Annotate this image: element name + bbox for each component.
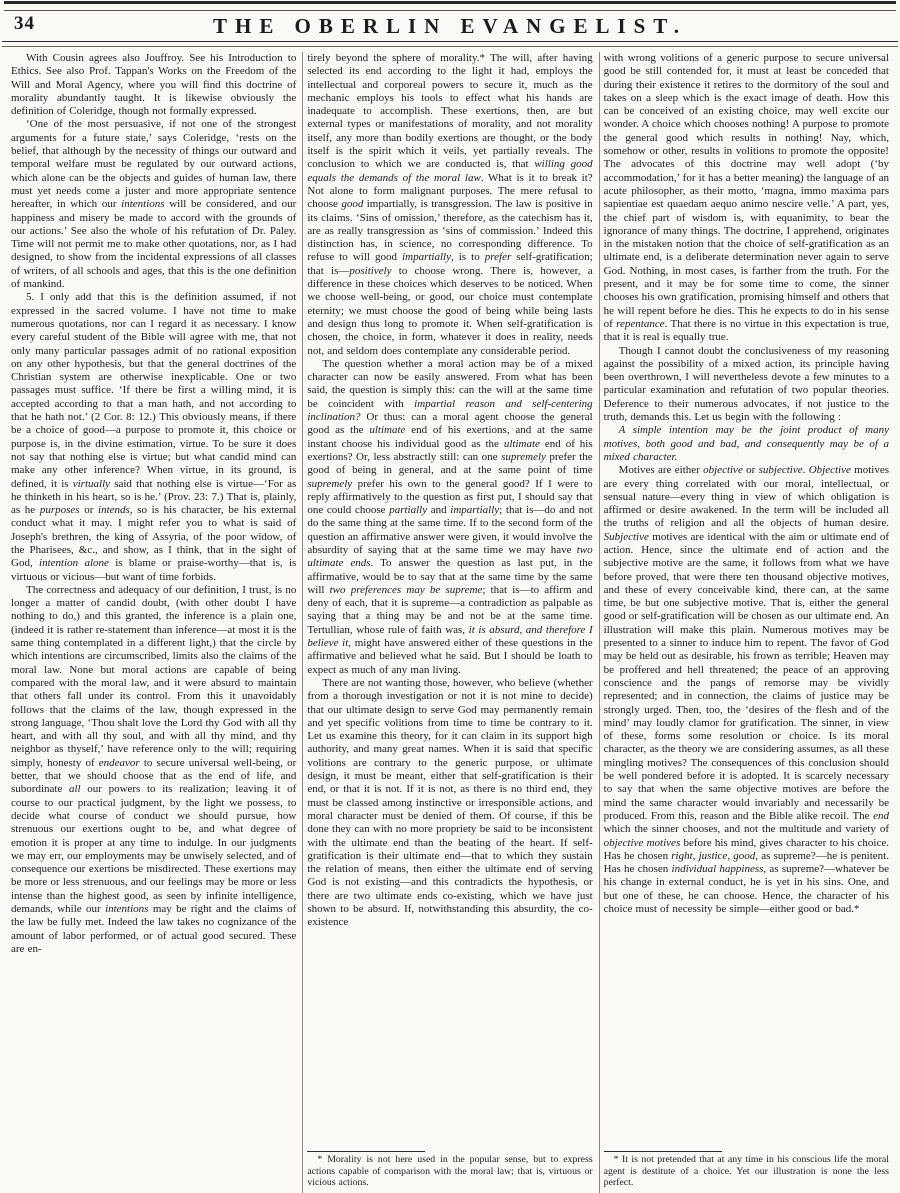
header-double-rule (2, 41, 898, 47)
column-3 (601, 52, 894, 1193)
paragraph: The question whether a moral action may be of a mixed character can now be easily answered. From what has been said, the question is simply this: can the will at the same time be coincident with impartial reason and self-centering inclination? Or thus: can a moral agent choose the general good as the ultimate end of his exertions, and at the same instant choose his individual good as the ultimate end of his exertions? Or, less abstractly still: can one supremely prefer the good of being in general, and at the same point of time supremely prefer his own to the general good? If I were to reply affirmatively to the question as first put, I should say that one could choose partially and impartially; that is—do and not do the same thing at the same time. If to the second form of the question an affirmative answer were given, it would involve the absurdity of saying that at the same time we may have two ultimate ends. To answer the question as last put, in the affirmative, would be to say that at the same time by the same will two preferences may be supreme; that is—to affirm and deny of each, that it is supreme—a contradiction as palpable as saying that a thing may be and not be at the same time. Tertullian, whose rule of faith was, it is absurd, and therefore I believe it, might have answered either of these questions in the affirmative and believed what he said. But I should be loath to expect as much of any man living. (307, 357, 593, 676)
paragraph: 5. I only add that this is the definition assumed, if not expressed in the sacred volume. I have not time to make numerous quotations, nor can I regard it as necessary. I know every careful student of the Bible will agree with me, that not only many particular passages admit of no rational exposition on any other hypothesis, but that the general doctrines of the Christian system are otherwise inexplicable. One or two passages must suffice. ‘If there be first a willing mind, it is accepted according to that a man hath, and not according to that he hath not.’ (2 Cor. 8: 12.) This obviously means, if there be a choice of good—a purpose to promote it, this choice or purpose is, in the divine estimation, virtue. To be sure it does not say that nothing else is virtue; but what candid mind can make any other inference? When virtue, in its ground, is defined, it is virtually said that nothing else is virtue—‘For as he thinketh in his heart, so is he.’ (Prov. 23: 7.) That is, plainly, as he purposes or intends, so is his character, be his external conduct what it may. I might refer you to what is said of Joseph's brethren, the king of Assyria, of the poor widow, of the Pharisees, &c., and show, as I think, that in the sight of God, intention alone is blame or praise-worthy—that is, is virtuous or vicious—but want of time forbids. (11, 291, 297, 583)
paragraph: Motives are either objective or subjective. Objective motives are every thing correlated with our moral, intellectual, or sensual nature—every thing in view of which obligation is affirmed or desire awakened. In the term will be included all the truths of religion and all the objects of human desire. Subjective motives are identical with the aim or ultimate end of action. Hence, since the ultimate end of action and the subjective motive are the same, it follows from what we have before proved, that were there ten thousand objective motives, and these of every conceivable kind, there can, at the same time, be but one subjective motive. That is, either the general good or self-gratification will be chosen as our ultimate end. An illustration will make this plain. Numerous motives may be presented to a sinner to induce him to repent. The favor of God may be held out as desirable, his frown as terrible; Heaven may be proffered and hell threatened; the peace of an approving conscience and the pangs of remorse may be vividly represented; and in connection, the claims of justice may be strongly urged. Then, too, the ‘desires of the flesh and of the mind’ may loudly clamor for gratification. The sinner, in view of these, forms some resolution or choice. Is its moral character, as the theory we are considering assumes, as all these mingling motives? The consequences of this conclusion should be well pondered before it is adopted. It is scarcely necessary to say that when the same objective motives are before the mind the same character would invariably and necessarily be produced. From this, reason and the Bible alike recoil. The end which the sinner chooses, and not the multitude and variety of objective motives before his mind, gives character to his choice. Has he chosen right, justice, good, as supreme?—he is penitent. Has he chosen individual happiness, as supreme?—whatever be his change in external conduct, he is yet in his sins. One, and but one of these, he can choose. Hence, the character of his choice must of necessity be simple—either good or bad.* (603, 464, 889, 915)
footnote: * Morality is not here used in the popular sense, but to express actions capable of comparison with the moral law; that is, virtuous or vicious actions. (307, 1154, 593, 1189)
footnote-rule (604, 1151, 722, 1152)
paragraph: There are not wanting those, however, who believe (whether from a thorough investigation or not it is not mine to decide) that our ultimate design to serve God may permanently remain and yet specific volitions from time to time be contrary to it. Let us examine this theory, for it can claim in its support high authority, and many great names. When it is said that specific volitions are contrary to the generic purpose, or ultimate design, it must be meant, either that self-gratification is their end, or that it is not. If it is not, as there is no third end, they must be classed among instinctive or irresponsible actions, and moral character must be denied of them. Of course, if this be done they can with no more propriety be said to be inconsistent with the ultimate end than the beating of the heart. If self-gratification is their ultimate end—that to which they sustain the relation of means, then either the ultimate end of serving God is not existing—and this contradicts the hypothesis, or there are two ultimate ends co-existing, which we have just shown to be absurd. If, notwithstanding this absurdity, the co-existence (307, 676, 593, 929)
masthead (6, 11, 894, 41)
top-double-rule (4, 1, 896, 11)
paragraph: with wrong volitions of a generic purpose to secure universal good be still contended for, it must at least be conceded that during their existence it retires to the dormitory of the soul and takes on a sleep which is the exact image of death. How this can be conceived of an existing choice, may well excite our wonder. A choice which chooses nothing! A purpose to promote the general good which results in nothing! Nay, which, somehow or other, results in volitions to promote the opposite! The advocates of this doctrine may well adopt (‘by accommodation,’ for it has a better meaning) the language of an acute philosopher, as their motto, ‘magna, immo maxima pars sapientiae est quaedam aequo animo nescire velle.’ A part, yes, the chief part of wisdom is, with equanimity, to bear the ignorance of many things. The doctrine, I apprehend, originates in the mistaken notion that the choice of self-gratification as an ultimate end, is a deliberate determination never again to serve God. Nothing, in most cases, is farther from the truth. For the present, and it may be for some time to come, the sinner chooses his own gratification, promising himself and others that he will repent before he dies. This he expects to do in his sense of repentance. That there is no virtue in this expectation is true, that it is real is equally true. (603, 52, 889, 344)
paragraph: With Cousin agrees also Jouffroy. See his Introduction to Ethics. See also Prof. Tappan's Works on the Freedom of the Will and Moral Agency, where you will find this doctrine of morality abundantly taught. It is likewise obviously the definition of Coleridge, though not formally expressed. (11, 52, 297, 118)
footnote: * It is not pretended that at any time in his conscious life the moral agent is destitute of a choice. Yet our illustration is none the less perfect. (603, 1154, 889, 1189)
column-divider-2 (599, 52, 600, 1193)
paragraph: tirely beyond the sphere of morality.* The will, after having selected its end according to the light it had, employs the intellectual and corporeal powers to secure it, much as the mechanic employs his tools to effect what his hands are inadequate to accomplish. These exertions, then, are but external types or manifestations of morality, and not morality itself, any more than bodily exertions are thought, or the body itself is the spirit which it veils, yet partially reveals. The conclusion to which we are conducted is, that willing good equals the demands of the moral law. What is it to break it? Not alone to form malignant purposes. The mere refusal to choose good impartially, is transgression. The law is positive in its claims. ‘Sins of omission,’ therefore, as the catechism has it, are as really transgression as ‘sins of commission.’ Indeed this distinction has, in science, no corresponding difference. To refuse to will good impartially, is to prefer self-gratification; that is—positively to choose wrong. There is, however, a difference in these choices which deserves to be noticed. When we choose well-being, or good, our choice must contemplate eternity; we must choose the good of being while being lasts and design thus long to promote it. When self-gratification is chosen, the choice, in form, whatever it does in reality, needs not, and seldom does contemplate any considerable period. (307, 52, 593, 357)
column-2 (304, 52, 597, 1193)
paragraph: ‘One of the most persuasive, if not one of the strongest arguments for a future state,’ says Coleridge, ‘rests on the belief, that although by the necessity of things our outward and temporal welfare must be regulated by our outward actions, which alone can be the objects and guides of human law, there must yet needs come a juster and more appropriate sentence hereafter, in which our intentions will be considered, and our happiness and misery be made to accord with the grounds of our actions.’ See also the whole of his refutation of Dr. Paley. Time will not permit me to make other quotations, nor, as I had designed, to show from the incidental expressions of all classes of writers, of all schools and ages, that this is the one definition of mankind. (11, 118, 297, 291)
article-columns (0, 49, 900, 1193)
paragraph: A simple intention may be the joint product of many motives, both good and bad, and consequently may be of a mixed character. (603, 424, 889, 463)
masthead-title: THE OBERLIN EVANGELIST. (213, 14, 687, 38)
paragraph: Though I cannot doubt the conclusiveness of my reasoning against the possibility of a mixed action, its principle having been overthrown, I will nevertheless devote a few minutes to a particular examination and refutation of two popular theories. Deference to their numerous advocates, if not justice to the truth, demands this. Let us begin with the following : (603, 344, 889, 424)
page-number: 34 (14, 13, 35, 34)
footnote-rule (307, 1151, 425, 1152)
paragraph: The correctness and adequacy of our definition, I trust, is no longer a matter of candid doubt, (with other doubt I have nothing to do,) and this granted, the inference is a plain one, (indeed it is rather re-statement than inference—at most it is the same thing contemplated in a different light,) that the circle by which intentions are circumscribed, limits also the claims of the moral law. None but moral actions are capable of being compared with the moral law, and it were absurd to maintain that others fall under its control. From this it unavoidably follows that the claims of the law, though expressed in the strong language, ‘Thou shalt love the Lord thy God with all thy heart, and with all thy soul, and with all thy mind, and thy neighbor as thyself,’ have reference only to the will; requiring simply, honesty of endeavor to secure universal well-being, or better, that we should choose that as the end of life, and subordinate all our powers to its realization; leaving it of course to our practical judgment, by the light we possess, to decide what course of conduct we should pursue, how strenuous our exertions ought to be, and what degree of emotion it is proper at any time to indulge. In our judgments we may err, our employments may be unwisely selected, and of consequence our exertions be misdirected. These exertions may be more or less strenuous, and our feelings may be more or less intense than the highest good, as seen by infinite intelligence, demands, while our intentions may be right and the claims of the law be fully met. Indeed the law takes no cognizance of the amount of labor performed, or of actual good secured. These are en- (11, 583, 297, 955)
column-divider-1 (302, 52, 303, 1193)
column-1 (8, 52, 301, 1193)
